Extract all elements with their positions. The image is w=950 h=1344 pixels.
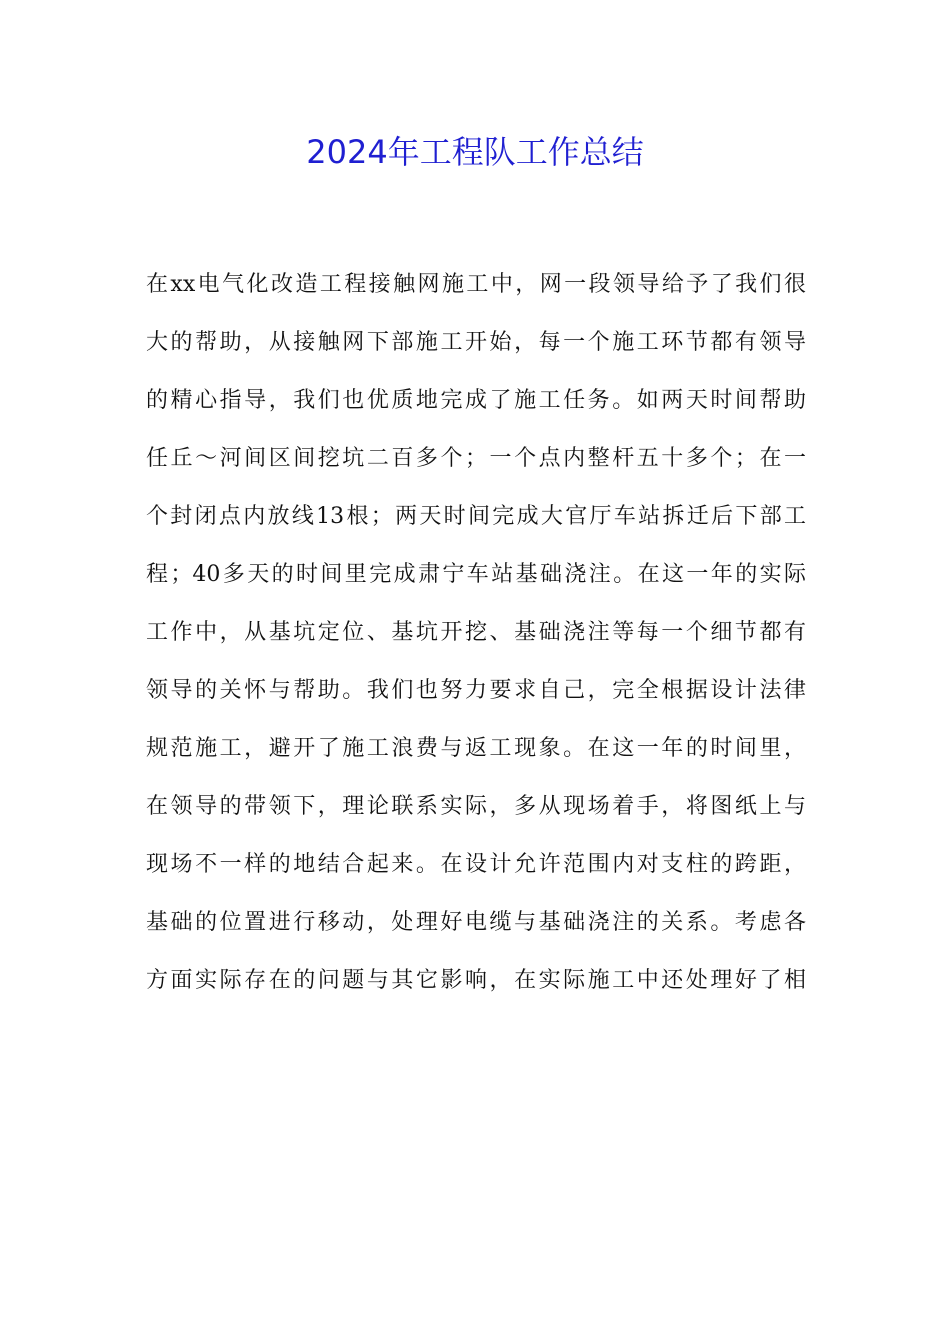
body-paragraph [146, 256, 806, 1010]
paragraph-line: 基础的位置进行移动，处理好电缆与基础浇注的关系。考虑各 [146, 910, 806, 935]
paragraph-line: 方面实际存在的问题与其它影响，在实际施工中还处理好了相 [146, 968, 806, 993]
paragraph-line: 程；40多天的时间里完成肃宁车站基础浇注。在这一年的实际 [146, 562, 806, 587]
document-title: 2024年工程队工作总结 [306, 133, 644, 171]
paragraph-line: 规范施工，避开了施工浪费与返工现象。在这一年的时间里， [146, 736, 806, 761]
paragraph-line: 领导的关怀与帮助。我们也努力要求自己，完全根据设计法律 [146, 678, 806, 703]
paragraph-line: 个封闭点内放线13根；两天时间完成大官厅车站拆迁后下部工 [146, 504, 806, 529]
paragraph-line: 大的帮助，从接触网下部施工开始，每一个施工环节都有领导 [146, 330, 806, 355]
paragraph-line: 在领导的带领下，理论联系实际，多从现场着手，将图纸上与 [146, 794, 806, 819]
paragraph-line: 在xx电气化改造工程接触网施工中，网一段领导给予了我们很 [146, 272, 806, 297]
paragraph-line: 现场不一样的地结合起来。在设计允许范围内对支柱的跨距， [146, 852, 806, 877]
paragraph-line: 工作中，从基坑定位、基坑开挖、基础浇注等每一个细节都有 [146, 620, 806, 645]
paragraph-line: 任丘～河间区间挖坑二百多个；一个点内整杆五十多个；在一 [146, 446, 806, 471]
paragraph-line: 的精心指导，我们也优质地完成了施工任务。如两天时间帮助 [146, 388, 806, 413]
